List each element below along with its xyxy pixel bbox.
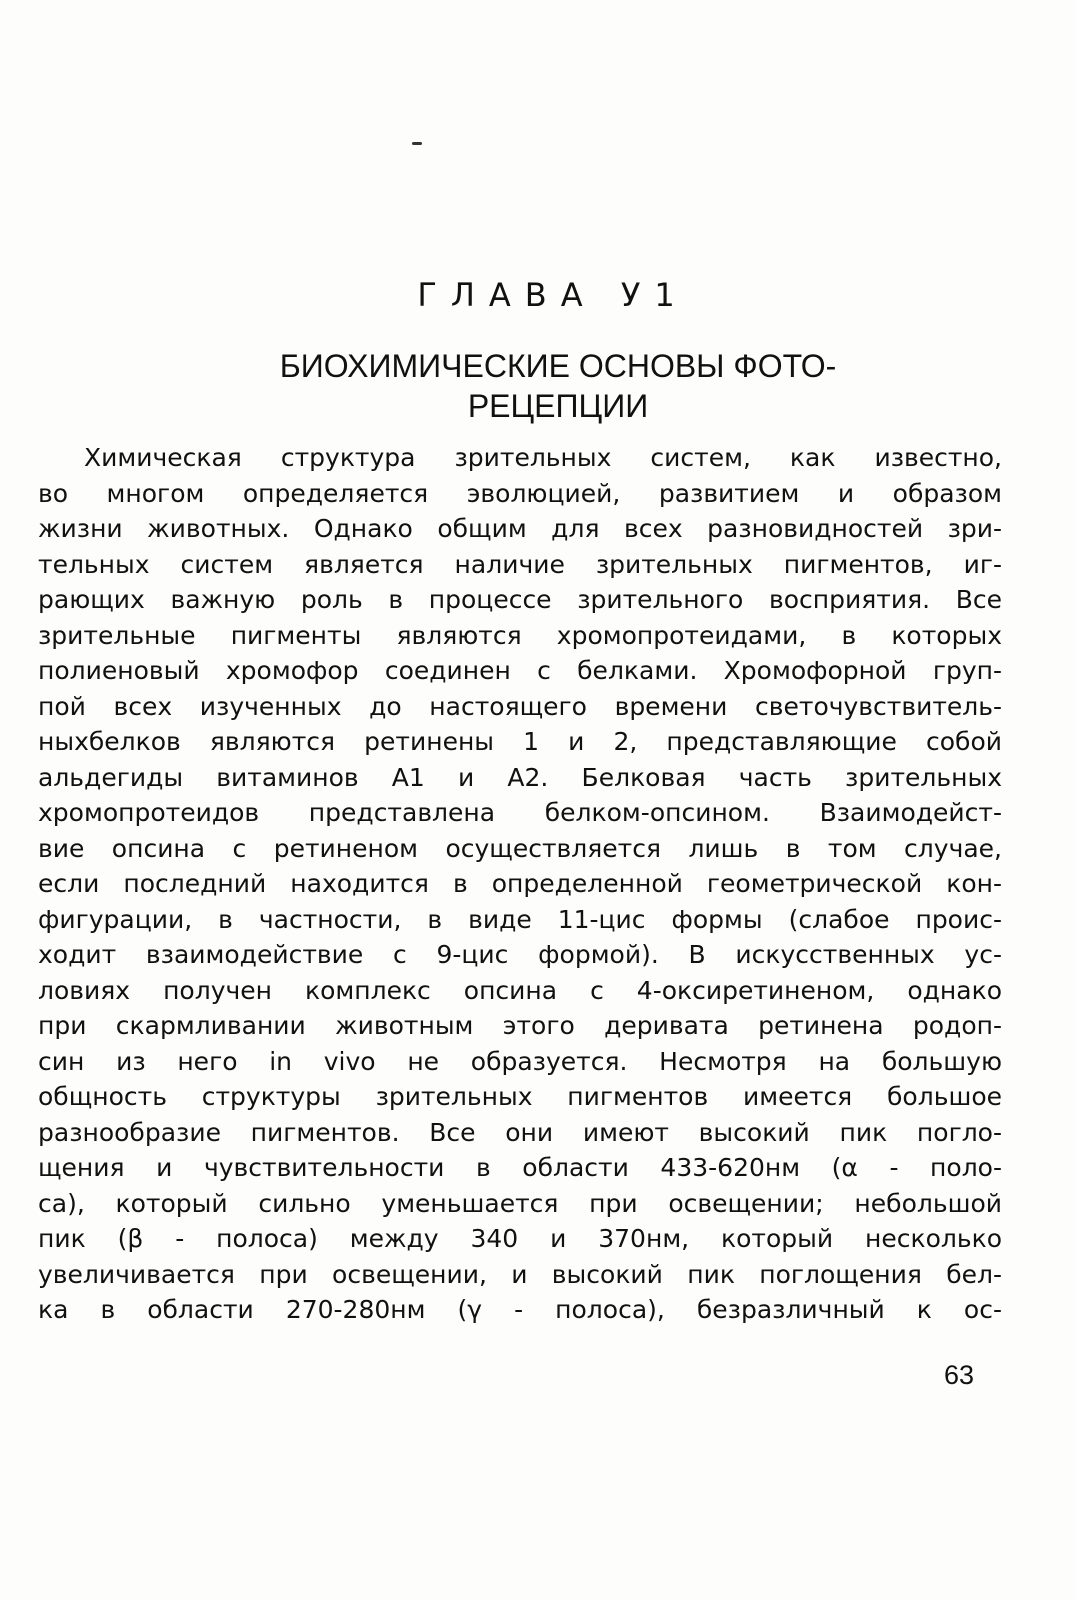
text-line: во многом определяется эволюцией, развитием и образом (38, 478, 1002, 508)
text-line: разнообразие пигментов. Все они имеют высокий пик погло- (38, 1117, 1002, 1147)
text-line: пой всех изученных до настоящего времени светочувствитель- (38, 691, 1002, 721)
text-line: полиеновый хромофор соединен с белками. Хромофорной груп- (38, 656, 1002, 685)
text-line: Химическая структура зрительных систем, как известно, (84, 443, 1002, 472)
text-line: фигурации, в частности, в виде 11-цис формы (слабое проис- (38, 904, 1002, 934)
text-line: щения и чувствительности в области 433-620нм (α - поло- (38, 1153, 1002, 1182)
text-line: син из него in vivo не образуется. Несмотря на большую (38, 1046, 1002, 1076)
text-line: при скармливании животным этого деривата ретинена родоп- (38, 1011, 1002, 1040)
chapter-title-line-2: РЕЦЕПЦИИ (467, 388, 649, 424)
text-line: ка в области 270-280нм (γ - полоса), безразличный к ос- (38, 1295, 1002, 1324)
text-line: ловиях получен комплекс опсина с 4-оксиретиненом, однако (38, 975, 1002, 1005)
text-line: зрительные пигменты являются хромопротеидами, в которых (38, 620, 1002, 650)
text-line: общность структуры зрительных пигментов имеется большое (38, 1082, 1002, 1111)
text-line: тельных систем является наличие зрительных пигментов, иг- (38, 549, 1002, 579)
print-speck (412, 142, 422, 145)
page-number: 63 (944, 1360, 975, 1390)
text-line: жизни животных. Однако общим для всех разновидностей зри- (38, 514, 1002, 543)
chapter-heading: ГЛАВА У1 (417, 276, 689, 314)
text-line: альдегиды витаминов А1 и А2. Белковая часть зрительных (38, 762, 1002, 792)
text-line: если последний находится в определенной геометрической кон- (38, 869, 1002, 898)
text-line: ныхбелков являются ретинены 1 и 2, представляющие собой (38, 727, 1002, 756)
text-line: вие опсина с ретиненом осуществляется лишь в том случае, (38, 833, 1002, 863)
body-paragraph (38, 440, 1002, 1328)
chapter-title (0, 346, 1076, 426)
text-line: са), который сильно уменьшается при освещении; небольшой (38, 1188, 1002, 1218)
chapter-title-line-1: БИОХИМИЧЕСКИЕ ОСНОВЫ ФОТО- (279, 348, 837, 384)
text-line: рающих важную роль в процессе зрительного восприятия. Все (38, 585, 1002, 614)
text-line: пик (β - полоса) между 340 и 370нм, который несколько (38, 1224, 1002, 1253)
text-line: ходит взаимодействие с 9-цис формой). В искусственных ус- (38, 940, 1002, 969)
text-line: хромопротеидов представлена белком-опсином. Взаимодейст- (38, 798, 1002, 827)
text-line: увеличивается при освещении, и высокий пик поглощения бел- (38, 1259, 1002, 1289)
